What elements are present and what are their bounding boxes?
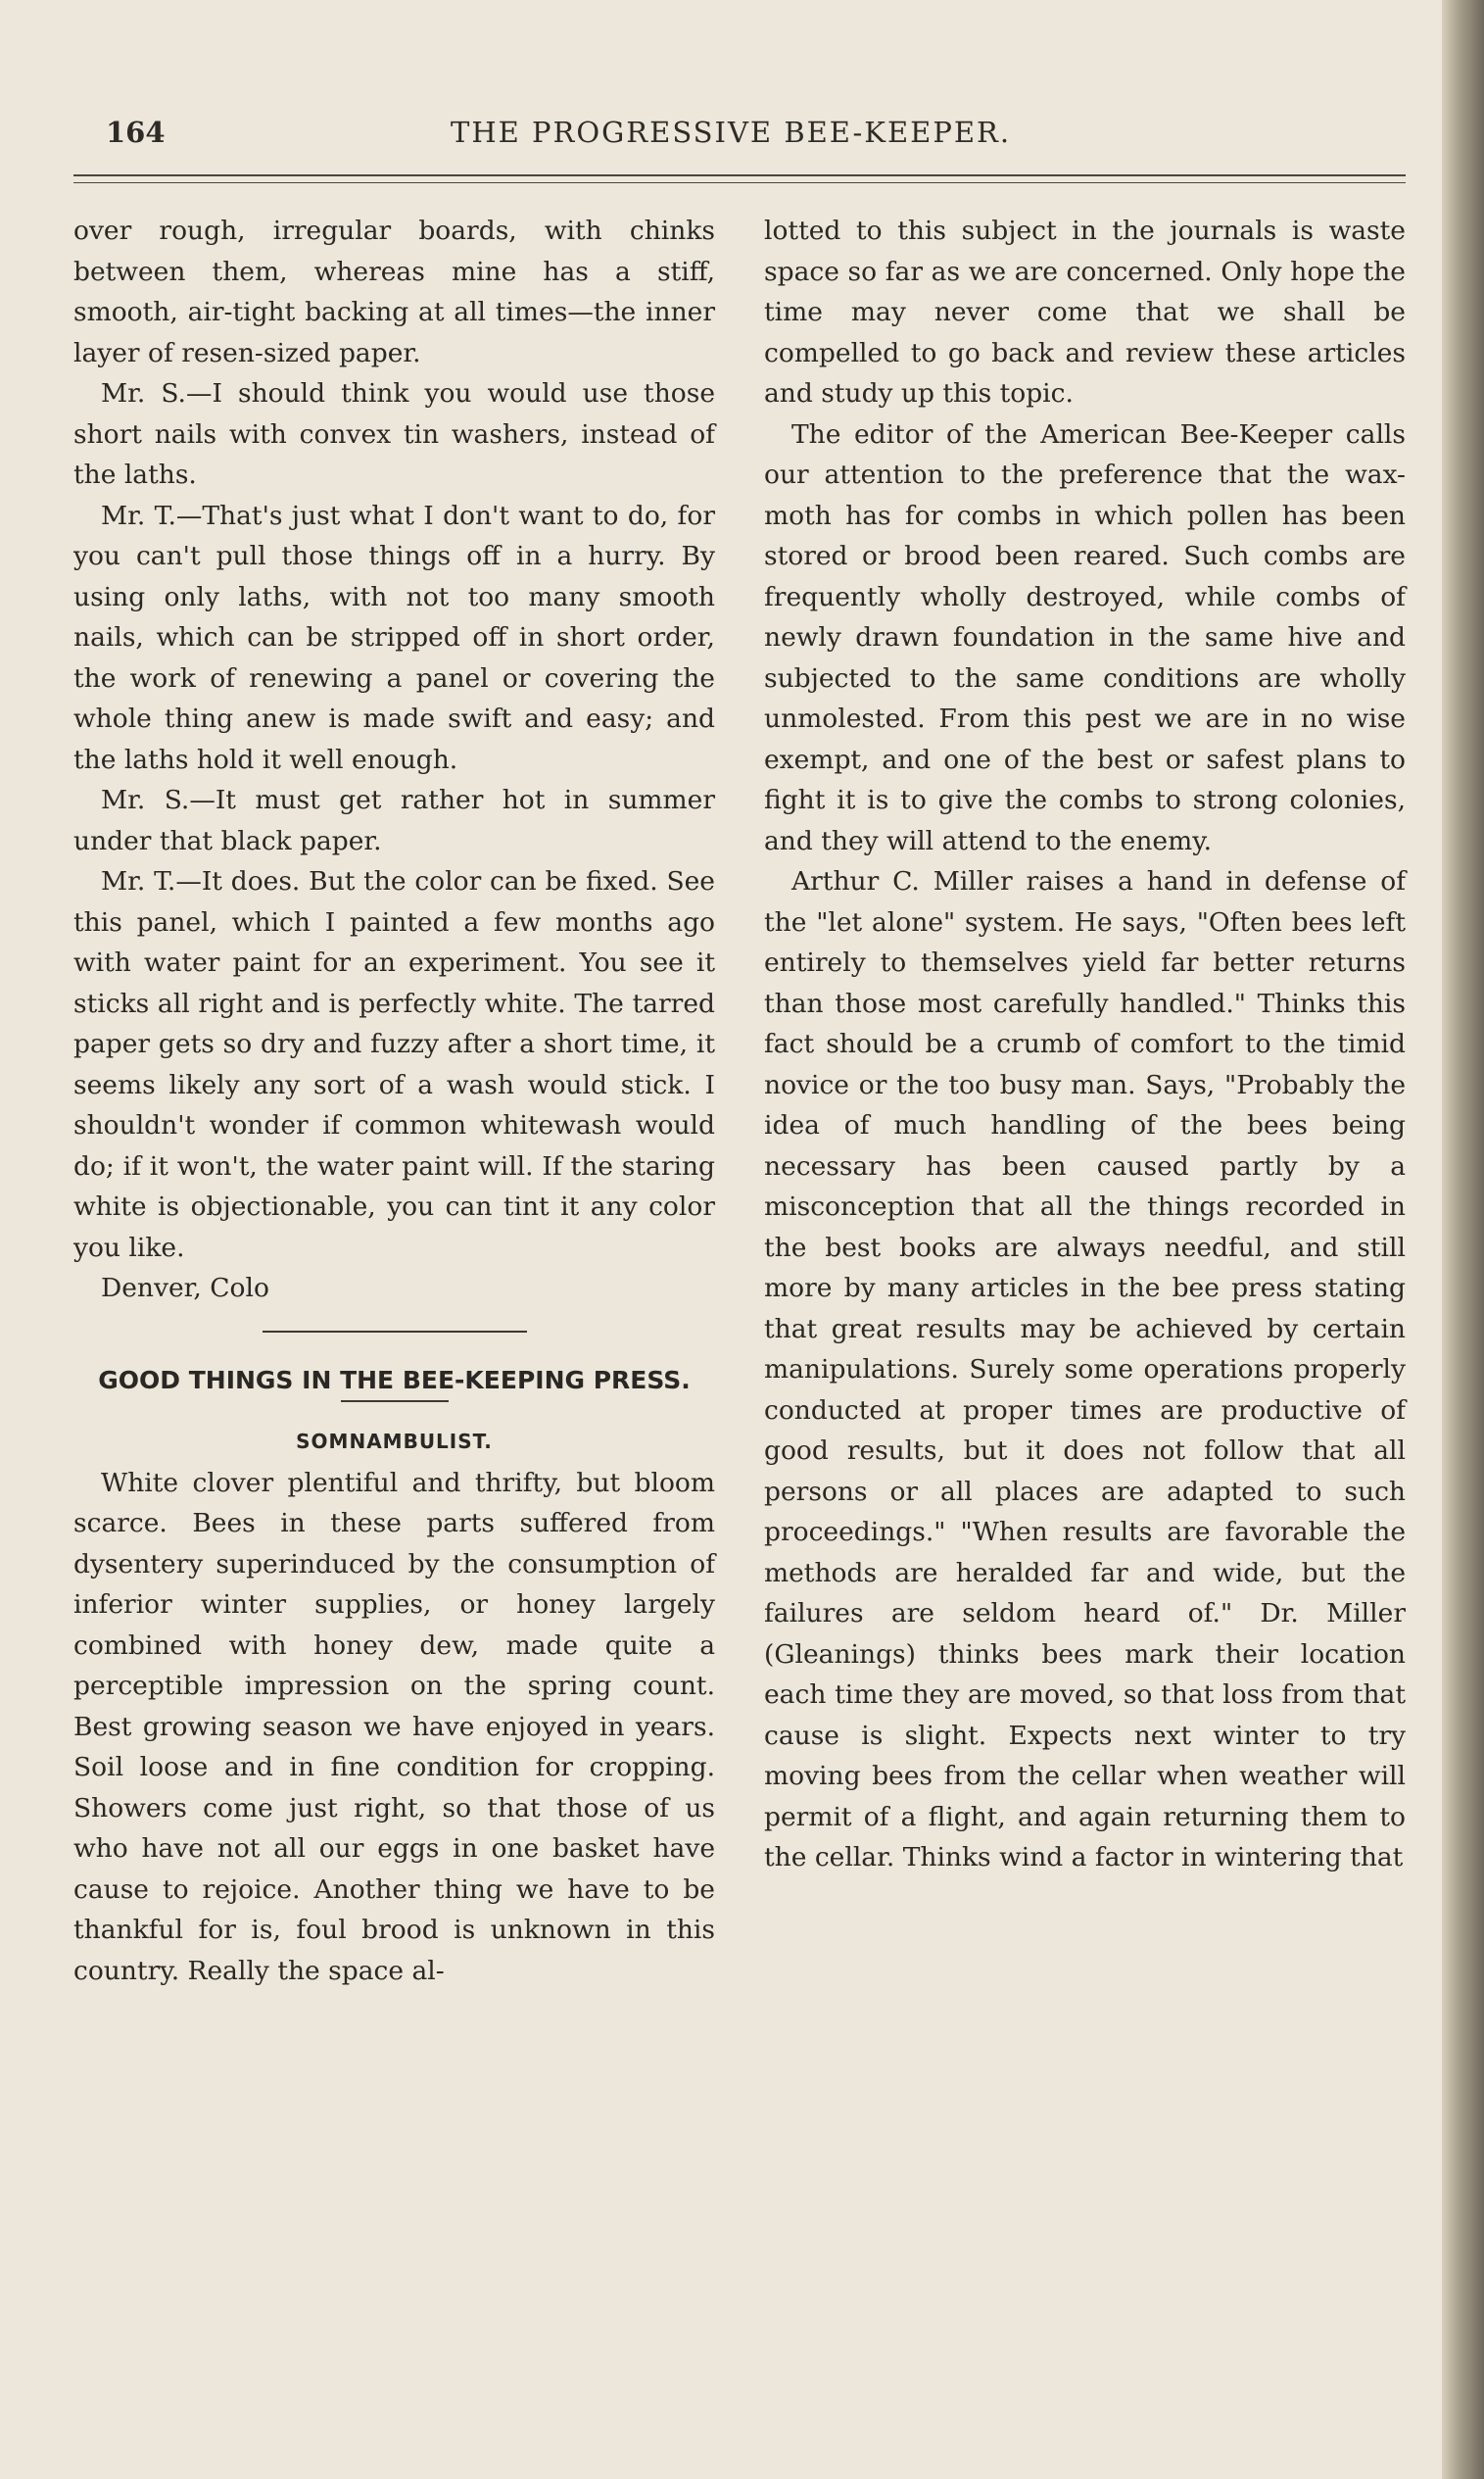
right-paragraph-2: The editor of the American Bee-Keeper calls our attention to the preference that the wax-moth has for combs in which pollen has been stored or brood been reared. Such combs are frequently wholly destroyed, while combs of newly drawn foundation in the same hive and subjected to the same conditions are wholly unmolested. From this pest we are in no wise exempt, and one of the best or safest plans to fight it is to give the combs to strong colonies, and they will attend to the enemy. bbox=[764, 418, 1406, 856]
section-paragraph-1: White clover plentiful and thrifty, but bloom scarce. Bees in these parts suffered from dysentery superinduced by the consumption of inferior winter supplies, or honey largely combined with honey dew, made quite a perceptible impression on the spring count. Best growing season we have enjoyed in years. Soil loose and in fine condition for cropping. Showers come just right, so that those of us who have not all our eggs in one basket have cause to rejoice. Another thing we have to be thankful for is, foul brood is unknown in this country. Really the space al- bbox=[73, 1467, 715, 1986]
page-number: 164 bbox=[106, 116, 166, 149]
running-title: THE PROGRESSIVE BEE-KEEPER. bbox=[451, 116, 1012, 149]
left-paragraph-5: Mr. T.—It does. But the color can be fixed. See this panel, which I painted a few months ago with water paint for an experiment. You see it sticks all right and is perfectly white. The tarred paper gets so dry and fuzzy after a short time, it seems likely any sort of a wash would stick. I shouldn't wonder if common whitewash would do; if it won't, the water paint will. If the staring white is objectionable, you can tint it any color you like. bbox=[73, 866, 715, 1263]
left-paragraph-2: Mr. S.—I should think you would use those short nails with convex tin washers, instead of the laths. bbox=[73, 378, 715, 490]
book-edge bbox=[1442, 0, 1484, 2479]
left-paragraph-1: over rough, irregular boards, with chinks between them, whereas mine has a stiff, smooth, air-tight backing at all times—the inner layer of resen-sized paper. bbox=[73, 216, 715, 368]
right-paragraph-3: Arthur C. Miller raises a hand in defense of the "let alone" system. He says, "Often bees left entirely to themselves yield far better returns than those most carefully handled." Thinks this fact should be a crumb of comfort to the timid novice or the too busy man. Says, "Probably the idea of much handling of the bees being necessary has been caused partly by a misconception that all the things recorded in the best books are always needful, and still more by many articles in the bee press stating that great results may be achieved by certain manipulations. Surely some operations properly conducted at proper times are productive of good results, but it does not follow that all persons or all places are adapted to such proceedings." "When results are favorable the methods are heralded far and wide, but the failures are seldom heard of." Dr. Miller (Gleanings) thinks bees mark their location each time they are moved, so that loss from that cause is slight. Expects next winter to try moving bees from the cellar when weather will permit of a flight, and again returning them to the cellar. Thinks wind a factor in wintering that bbox=[764, 866, 1406, 1872]
byline: SOMNAMBULIST. bbox=[296, 1430, 493, 1453]
right-column bbox=[764, 211, 1406, 1878]
signature: Denver, Colo bbox=[101, 1273, 269, 1303]
header-rule bbox=[73, 174, 1406, 176]
right-paragraph-1: lotted to this subject in the journals is waste space so far as we are concerned. Only hope the time may never come that we shall be compelled to go back and review these articles and study up this topic. bbox=[764, 216, 1406, 409]
running-header bbox=[98, 116, 1415, 159]
section-title-rule bbox=[341, 1400, 449, 1402]
article-separator bbox=[263, 1331, 527, 1333]
left-paragraph-3: Mr. T.—That's just what I don't want to do, for you can't pull those things off in a hurry. By using only laths, with not too many smooth nails, which can be stripped off in short order, the work of renewing a panel or covering the whole thing anew is made swift and easy; and the laths hold it well enough. bbox=[73, 500, 715, 775]
left-paragraph-4: Mr. S.—It must get rather hot in summer under that black paper. bbox=[73, 785, 715, 856]
section-title: GOOD THINGS IN THE BEE-KEEPING PRESS. bbox=[98, 1365, 691, 1394]
header-rule-thin bbox=[73, 182, 1406, 183]
left-column bbox=[73, 211, 715, 1991]
